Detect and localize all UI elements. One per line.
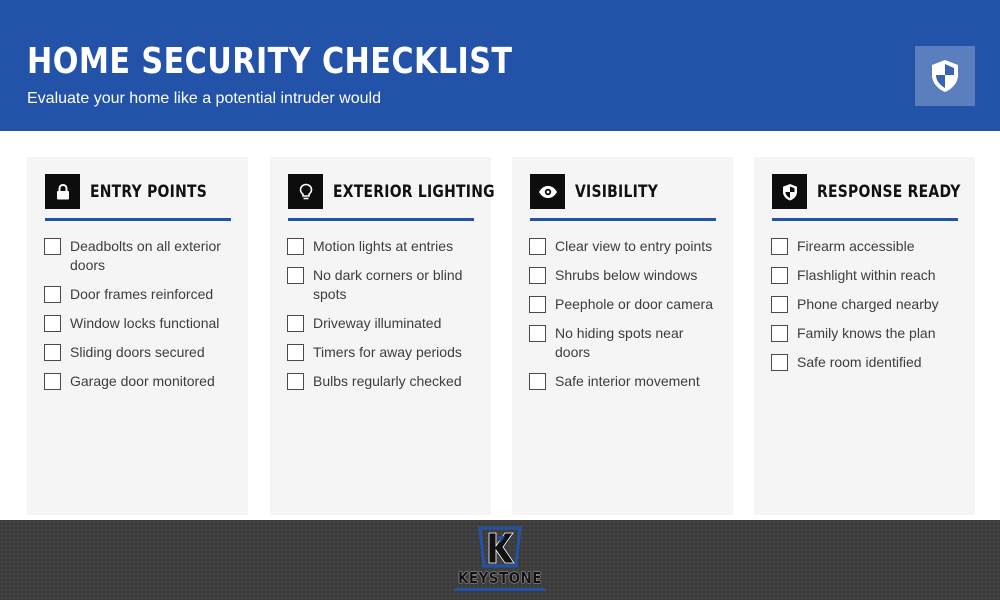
checkbox[interactable] xyxy=(771,267,788,284)
checklist-item xyxy=(44,343,234,362)
checklist-item-label: Motion lights at entries xyxy=(313,238,454,254)
keystone-k-logo xyxy=(474,524,526,570)
checklist-item xyxy=(287,343,477,362)
checklist-item-label: Flashlight within reach xyxy=(797,267,936,283)
checklist-item xyxy=(287,237,477,256)
checkbox[interactable] xyxy=(287,344,304,361)
page-title: HOME SECURITY CHECKLIST xyxy=(27,41,513,82)
checklist-item-label: Driveway illuminated xyxy=(313,315,442,331)
card-header xyxy=(288,174,495,209)
card-header xyxy=(530,174,716,209)
shield-icon xyxy=(772,174,807,209)
logo-underline xyxy=(455,588,545,591)
card-divider xyxy=(288,218,474,221)
header-banner xyxy=(0,0,1000,131)
checklist xyxy=(287,237,477,401)
card-header xyxy=(45,174,231,209)
checklist-item-label: Window locks functional xyxy=(70,315,220,331)
lock-icon xyxy=(45,174,80,209)
checklist-item-label: Deadbolts on all exterior doors xyxy=(70,238,221,273)
checkbox[interactable] xyxy=(287,315,304,332)
checkbox[interactable] xyxy=(287,238,304,255)
checklist-item-label: Firearm accessible xyxy=(797,238,915,254)
checkbox[interactable] xyxy=(529,373,546,390)
checklist-item xyxy=(771,295,961,314)
checklist-item xyxy=(771,353,961,372)
card-title: VISIBILITY xyxy=(575,181,659,202)
checkbox[interactable] xyxy=(771,354,788,371)
checklist-item-label: Phone charged nearby xyxy=(797,296,939,312)
checkbox[interactable] xyxy=(529,238,546,255)
checklist xyxy=(529,237,719,401)
shield-badge xyxy=(915,46,975,106)
checklist-item xyxy=(287,372,477,391)
checklist-item-label: No hiding spots near doors xyxy=(555,325,684,360)
checklist-item-label: No dark corners or blind spots xyxy=(313,267,463,302)
card-entry-points xyxy=(27,157,248,515)
checklist-item-label: Shrubs below windows xyxy=(555,267,698,283)
logo-text: KEYSTONE xyxy=(457,569,542,587)
checklist xyxy=(44,237,234,401)
card-exterior-lighting xyxy=(270,157,495,515)
checkbox[interactable] xyxy=(44,344,61,361)
checklist-item-label: Sliding doors secured xyxy=(70,344,205,360)
checklist-item xyxy=(771,266,961,285)
checklist-item xyxy=(529,372,719,391)
checkbox[interactable] xyxy=(44,315,61,332)
shield-icon xyxy=(930,59,960,93)
checklist-item-label: Family knows the plan xyxy=(797,325,936,341)
checklist-item xyxy=(529,324,719,362)
card-divider xyxy=(530,218,716,221)
checklist-item-label: Timers for away periods xyxy=(313,344,462,360)
card-title: RESPONSE READY xyxy=(817,181,961,202)
checklist-item-label: Garage door monitored xyxy=(70,373,215,389)
checkbox[interactable] xyxy=(529,296,546,313)
card-visibility xyxy=(512,157,733,515)
checklist-item xyxy=(287,266,477,304)
checkbox[interactable] xyxy=(44,373,61,390)
checklist-item-label: Safe interior movement xyxy=(555,373,700,389)
card-title: EXTERIOR LIGHTING xyxy=(333,181,495,202)
checklist-item xyxy=(44,314,234,333)
checkbox[interactable] xyxy=(771,238,788,255)
page-subtitle: Evaluate your home like a potential intruder would xyxy=(27,90,381,107)
checkbox[interactable] xyxy=(771,296,788,313)
checklist-item xyxy=(44,285,234,304)
card-header xyxy=(772,174,961,209)
checklist-item xyxy=(771,237,961,256)
checklist-item xyxy=(529,266,719,285)
checklist-item xyxy=(771,324,961,343)
checklist-item xyxy=(529,237,719,256)
checkbox[interactable] xyxy=(287,373,304,390)
checklist-item xyxy=(287,314,477,333)
checkbox[interactable] xyxy=(44,238,61,255)
checklist-item-label: Clear view to entry points xyxy=(555,238,713,254)
checklist xyxy=(771,237,961,382)
card-response-ready xyxy=(754,157,975,515)
checkbox[interactable] xyxy=(529,267,546,284)
checklist-item-label: Peephole or door camera xyxy=(555,296,713,312)
card-title: ENTRY POINTS xyxy=(90,181,208,202)
checkbox[interactable] xyxy=(44,286,61,303)
lightbulb-icon xyxy=(288,174,323,209)
checkbox[interactable] xyxy=(529,325,546,342)
checklist-item xyxy=(529,295,719,314)
checklist-item xyxy=(44,372,234,391)
card-divider xyxy=(45,218,231,221)
checklist-item-label: Safe room identified xyxy=(797,354,922,370)
checkbox[interactable] xyxy=(287,267,304,284)
checklist-item-label: Bulbs regularly checked xyxy=(313,373,462,389)
checkbox[interactable] xyxy=(771,325,788,342)
card-divider xyxy=(772,218,958,221)
eye-icon xyxy=(530,174,565,209)
checklist-item-label: Door frames reinforced xyxy=(70,286,214,302)
checklist-item xyxy=(44,237,234,275)
keystone-logo xyxy=(448,524,552,598)
